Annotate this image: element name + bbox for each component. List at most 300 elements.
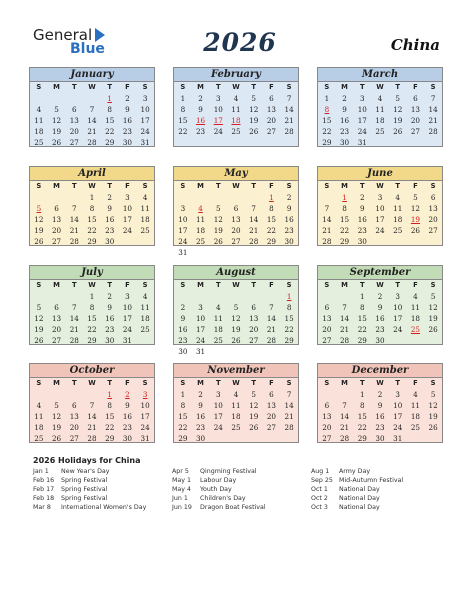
day: 12 [393, 105, 403, 114]
weekday-header: T [107, 182, 113, 190]
empty-day [209, 291, 227, 302]
day: 12 [249, 105, 259, 114]
day: 5 [54, 401, 59, 410]
month-title: June [318, 167, 442, 181]
weekday-header: S [180, 182, 186, 190]
holiday-name: New Year's Day [61, 468, 110, 475]
day: 23 [105, 226, 115, 235]
day: 20 [410, 116, 420, 125]
day: 3 [395, 390, 400, 399]
holiday-row [172, 486, 266, 495]
empty-day [209, 192, 227, 203]
day: 12 [231, 314, 241, 323]
day: 29 [357, 434, 367, 443]
day: 27 [322, 336, 332, 345]
day: 20 [249, 325, 259, 334]
month-july [29, 265, 155, 345]
month-june [317, 166, 443, 246]
weekday-header: T [71, 83, 77, 91]
weekday-header: S [142, 182, 148, 190]
day: 1 [324, 94, 330, 103]
empty-day [174, 192, 192, 203]
day: 12 [428, 303, 438, 312]
month-may [173, 166, 299, 257]
month-march [317, 67, 443, 147]
day: 10 [122, 303, 132, 312]
day: 28 [284, 423, 294, 432]
month-january [29, 67, 155, 147]
holidays-title: 2026 Holidays for China [33, 456, 141, 465]
empty-day [83, 389, 101, 400]
holiday-name: National Day [339, 504, 380, 511]
weekday-header: S [36, 281, 42, 289]
day-grid [30, 181, 154, 247]
holiday-row [33, 477, 146, 486]
day: 25 [375, 127, 385, 136]
day: 11 [393, 204, 403, 213]
day: 9 [198, 105, 203, 114]
day: 11 [410, 303, 420, 312]
day: 15 [357, 314, 367, 323]
day: 20 [69, 127, 79, 136]
weekday-header: T [359, 281, 365, 289]
weekday-header: M [53, 281, 60, 289]
day: 31 [393, 434, 403, 443]
day-grid [174, 378, 298, 444]
day-grid [30, 82, 154, 148]
holiday-name: Spring Festival [61, 495, 108, 502]
weekday-header: T [251, 83, 257, 91]
weekday-header: F [125, 379, 130, 387]
day: 11 [34, 116, 44, 125]
day: 12 [34, 314, 44, 323]
day: 7 [71, 204, 77, 213]
day: 29 [284, 336, 294, 345]
day: 4 [36, 401, 42, 410]
day: 23 [375, 325, 385, 334]
day: 9 [286, 204, 292, 213]
day: 8 [359, 303, 365, 312]
month-title: September [318, 266, 442, 280]
holiday-date: Jun 19 [172, 504, 192, 511]
day-grid [174, 82, 298, 137]
day: 6 [413, 94, 418, 103]
day: 30 [105, 237, 115, 246]
day: 10 [140, 401, 150, 410]
day: 9 [180, 314, 186, 323]
holiday-date: Oct 3 [311, 504, 328, 511]
day: 7 [286, 390, 292, 399]
weekday-header: M [197, 83, 204, 91]
day: 16 [357, 215, 367, 224]
day: 8 [286, 303, 292, 312]
day: 9 [125, 105, 130, 114]
day: 7 [251, 204, 256, 213]
holiday-day: 5 [36, 204, 42, 213]
weekday-header: W [88, 83, 96, 91]
day: 5 [395, 94, 400, 103]
holiday-name: National Day [339, 495, 380, 502]
day: 18 [213, 325, 223, 334]
day: 15 [284, 314, 294, 323]
day: 3 [125, 193, 130, 202]
day: 2 [125, 94, 130, 103]
day: 7 [89, 401, 95, 410]
day: 29 [87, 336, 97, 345]
day: 18 [410, 314, 420, 323]
weekday-header: T [215, 379, 221, 387]
holiday-row [311, 504, 403, 513]
day: 10 [213, 105, 223, 114]
holiday-date: Jun 1 [172, 495, 188, 502]
day: 13 [322, 314, 332, 323]
weekday-header: W [232, 83, 240, 91]
day: 6 [54, 204, 59, 213]
day: 5 [54, 105, 59, 114]
weekday-header: F [269, 379, 274, 387]
day: 19 [249, 412, 259, 421]
day: 21 [87, 127, 97, 136]
month-title: April [30, 167, 154, 181]
weekday-header: S [286, 281, 292, 289]
day: 24 [213, 423, 223, 432]
holiday-row [172, 468, 266, 477]
holiday-row [33, 504, 146, 513]
holiday-date: May 4 [172, 486, 192, 493]
day: 4 [142, 193, 148, 202]
day: 23 [105, 325, 115, 334]
weekday-header: S [36, 83, 42, 91]
day: 22 [87, 325, 97, 334]
day: 19 [34, 325, 44, 334]
day: 27 [69, 138, 79, 147]
day: 23 [122, 127, 132, 136]
holiday-day: 1 [286, 292, 292, 301]
day: 27 [322, 434, 332, 443]
day-grid [318, 82, 442, 148]
day: 10 [393, 401, 403, 410]
day: 7 [342, 303, 347, 312]
day: 9 [377, 303, 383, 312]
weekday-header: S [324, 83, 330, 91]
day: 12 [34, 215, 44, 224]
day: 6 [251, 303, 256, 312]
day: 26 [34, 237, 44, 246]
weekday-header: T [395, 182, 401, 190]
day: 7 [324, 204, 330, 213]
day: 15 [105, 412, 115, 421]
day: 24 [393, 423, 403, 432]
day: 17 [178, 226, 188, 235]
day: 26 [249, 423, 259, 432]
day: 7 [286, 94, 292, 103]
empty-day [30, 93, 48, 104]
day: 11 [213, 314, 223, 323]
day: 18 [140, 215, 150, 224]
day: 21 [339, 423, 350, 432]
holiday-date: Feb 16 [33, 477, 55, 484]
empty-day [263, 291, 281, 302]
holiday-row [172, 495, 266, 504]
empty-day [30, 389, 48, 400]
month-august [173, 265, 299, 356]
empty-day [245, 291, 263, 302]
weekday-header: T [395, 83, 401, 91]
empty-day [65, 291, 83, 302]
weekday-header: M [53, 83, 60, 91]
day: 20 [69, 423, 79, 432]
day: 25 [231, 423, 241, 432]
day: 28 [284, 127, 294, 136]
weekday-header: M [341, 281, 348, 289]
month-title: February [174, 68, 298, 82]
empty-day [174, 291, 192, 302]
day: 26 [213, 237, 223, 246]
day: 31 [195, 347, 206, 356]
day: 25 [231, 127, 241, 136]
day: 13 [410, 105, 420, 114]
day: 15 [87, 314, 97, 323]
day: 23 [195, 423, 206, 432]
holiday-date: May 1 [172, 477, 192, 484]
day: 3 [215, 94, 221, 103]
day: 11 [195, 215, 206, 224]
day: 22 [322, 127, 332, 136]
day: 15 [266, 215, 276, 224]
day: 27 [69, 434, 79, 443]
day: 18 [231, 412, 241, 421]
day: 11 [410, 401, 420, 410]
weekday-header: S [324, 281, 330, 289]
day: 20 [266, 116, 276, 125]
empty-day [30, 291, 48, 302]
weekday-header: S [430, 182, 436, 190]
holiday-name: International Women's Day [61, 504, 147, 511]
day: 26 [34, 336, 44, 345]
day: 17 [213, 412, 223, 421]
day: 14 [87, 412, 97, 421]
holiday-name: Mid-Autumn Festival [339, 477, 404, 484]
day: 16 [339, 116, 350, 125]
weekday-header: M [341, 83, 348, 91]
holiday-name: Dragon Boat Festival [200, 504, 266, 511]
weekday-header: S [324, 182, 330, 190]
day: 6 [54, 303, 59, 312]
day: 21 [428, 116, 438, 125]
weekday-header: W [232, 281, 240, 289]
day: 13 [249, 314, 259, 323]
empty-day [48, 389, 66, 400]
day: 13 [428, 204, 438, 213]
weekday-header: M [197, 379, 204, 387]
day: 16 [375, 412, 385, 421]
day: 14 [249, 215, 259, 224]
day: 3 [125, 292, 130, 301]
day: 10 [178, 215, 188, 224]
generalblue-logo [33, 26, 113, 60]
day: 9 [125, 401, 130, 410]
holiday-day: 1 [342, 193, 347, 202]
day: 30 [122, 434, 132, 443]
day: 30 [105, 336, 115, 345]
country-name: China [390, 36, 440, 54]
day: 29 [357, 336, 367, 345]
logo-general-text: General [33, 26, 93, 44]
day: 10 [195, 314, 206, 323]
day: 9 [198, 401, 203, 410]
day: 21 [284, 116, 294, 125]
weekday-header: S [430, 83, 436, 91]
weekday-header: W [232, 182, 240, 190]
day-grid [174, 280, 298, 357]
day: 20 [51, 226, 62, 235]
month-title: May [174, 167, 298, 181]
day: 5 [413, 193, 418, 202]
day: 27 [249, 336, 259, 345]
day: 14 [69, 314, 79, 323]
day: 7 [89, 105, 95, 114]
holiday-date: Oct 2 [311, 495, 328, 502]
day: 3 [198, 303, 203, 312]
day: 26 [393, 127, 403, 136]
day: 11 [140, 204, 150, 213]
empty-day [318, 291, 336, 302]
day: 22 [178, 127, 188, 136]
holiday-day: 19 [410, 215, 420, 224]
day: 6 [71, 105, 77, 114]
day-grid [318, 280, 442, 346]
day: 2 [180, 303, 186, 312]
day: 28 [69, 336, 79, 345]
day: 27 [51, 237, 62, 246]
weekday-header: F [413, 182, 418, 190]
day: 22 [357, 325, 367, 334]
day: 20 [51, 325, 62, 334]
day: 28 [339, 336, 350, 345]
weekday-header: T [71, 182, 77, 190]
weekday-header: F [269, 83, 274, 91]
day: 28 [339, 434, 350, 443]
day: 29 [87, 237, 97, 246]
weekday-header: T [395, 379, 401, 387]
logo-blue-text: Blue [70, 41, 105, 57]
day: 26 [231, 336, 241, 345]
day: 8 [89, 204, 95, 213]
day: 9 [342, 105, 347, 114]
day: 6 [430, 193, 436, 202]
day: 20 [322, 325, 332, 334]
empty-day [245, 192, 263, 203]
day: 30 [122, 138, 132, 147]
weekday-header: W [376, 182, 384, 190]
day: 2 [198, 94, 203, 103]
empty-day [227, 291, 245, 302]
day: 3 [359, 94, 365, 103]
holiday-date: Jan 1 [33, 468, 49, 475]
weekday-header: T [107, 281, 113, 289]
day: 21 [266, 325, 276, 334]
day: 21 [87, 423, 97, 432]
day: 16 [375, 314, 385, 323]
day: 21 [69, 226, 79, 235]
holiday-name: Youth Day [200, 486, 232, 493]
day: 4 [215, 303, 221, 312]
day: 22 [339, 226, 350, 235]
day: 20 [322, 423, 332, 432]
month-september [317, 265, 443, 345]
day: 2 [342, 94, 347, 103]
holiday-day: 1 [269, 193, 274, 202]
day: 22 [105, 423, 115, 432]
weekday-header: W [88, 182, 96, 190]
weekday-header: M [341, 182, 348, 190]
weekday-header: M [197, 182, 204, 190]
day: 26 [428, 325, 438, 334]
holiday-row [33, 468, 146, 477]
day: 26 [51, 434, 62, 443]
day: 25 [140, 325, 150, 334]
day: 28 [87, 138, 97, 147]
day: 28 [249, 237, 259, 246]
weekday-header: F [269, 281, 274, 289]
day: 30 [195, 434, 206, 443]
day: 17 [393, 314, 403, 323]
holiday-day: 16 [195, 116, 206, 125]
day: 10 [393, 303, 403, 312]
day: 28 [87, 434, 97, 443]
weekday-header: F [125, 182, 130, 190]
day: 12 [51, 116, 62, 125]
day-grid [174, 181, 298, 258]
holiday-name: Army Day [339, 468, 371, 475]
day: 6 [71, 401, 77, 410]
day: 16 [284, 215, 294, 224]
day: 13 [231, 215, 241, 224]
day: 1 [180, 390, 186, 399]
weekday-header: T [215, 182, 221, 190]
day: 7 [71, 303, 77, 312]
weekday-header: T [215, 83, 221, 91]
day: 8 [342, 204, 347, 213]
day: 21 [339, 325, 350, 334]
empty-day [227, 192, 245, 203]
weekday-header: T [395, 281, 401, 289]
day: 19 [51, 127, 62, 136]
month-february [173, 67, 299, 147]
day-grid [30, 378, 154, 444]
day: 25 [410, 423, 420, 432]
empty-day [83, 93, 101, 104]
weekday-header: T [251, 379, 257, 387]
day: 12 [428, 401, 438, 410]
weekday-header: F [269, 182, 274, 190]
day: 10 [122, 204, 132, 213]
day: 24 [140, 423, 150, 432]
weekday-header: W [88, 379, 96, 387]
day: 6 [269, 390, 274, 399]
holiday-day: 8 [324, 105, 330, 114]
weekday-header: T [215, 281, 221, 289]
weekday-header: S [142, 83, 148, 91]
day: 17 [375, 215, 385, 224]
day: 27 [410, 127, 420, 136]
day: 29 [339, 237, 350, 246]
day: 2 [359, 193, 365, 202]
day: 27 [266, 423, 276, 432]
day: 29 [322, 138, 332, 147]
day: 1 [359, 292, 365, 301]
day: 5 [251, 390, 256, 399]
